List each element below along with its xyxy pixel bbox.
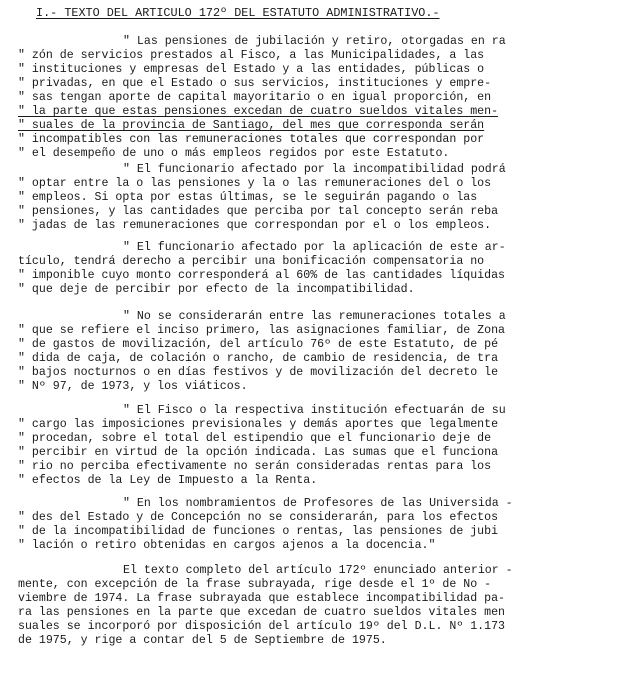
article-line: " cargo las imposiciones previsionales y demás aportes que legalmente (18, 418, 499, 431)
article-line: " empleos. Si opta por estas últimas, se le seguirán pagando o las (18, 191, 478, 204)
article-line: " Las pensiones de jubilación y retiro, otorgadas en ra (123, 35, 506, 48)
article-line: " El funcionario afectado por la aplicación de este ar- (123, 241, 506, 254)
article-line: " que se refiere el inciso primero, las asignaciones familiar, de Zona (18, 324, 506, 337)
closing-line: suales se incorporó por disposición del artículo 19º del D.L. Nº 1.173 (18, 620, 506, 633)
article-line: " rio no perciba efectivamente no serán consideradas rentas para los (18, 460, 492, 473)
article-line-underlined: " suales de la provincia de Santiago, del mes que corresponda serán (18, 119, 485, 132)
article-line: " pensiones, y las cantidades que perciba por tal concepto serán reba (18, 205, 499, 218)
article-line: " Nº 97, de 1973, y los viáticos. (18, 380, 248, 393)
article-line: " que deje de percibir por efecto de la incompatibilidad. (18, 283, 415, 296)
article-line: " No se considerarán entre las remuneraciones totales a (123, 310, 506, 323)
closing-line: ra las pensiones en la parte que excedan de cuatro sueldos vitales men (18, 606, 506, 619)
article-line: " sas tengan aporte de capital mayoritario o en igual proporción, en (18, 91, 492, 104)
article-line: " lación o retiro obtenidas en cargos ajenos a la docencia." (18, 539, 436, 552)
article-line: tículo, tendrá derecho a percibir una bonificación compensatoria no (18, 255, 485, 268)
article-line: " dida de caja, de colación o rancho, de cambio de residencia, de tra (18, 352, 499, 365)
section-title: I.- TEXTO DEL ARTICULO 172º DEL ESTATUTO ADMINISTRATIVO.- (36, 6, 440, 20)
closing-line: mente, con excepción de la frase subrayada, rige desde el 1º de No - (18, 578, 492, 591)
article-line: " percibir en virtud de la opción indicada. Las sumas que el funciona (18, 446, 499, 459)
article-line: " des del Estado y de Concepción no se considerarán, para los efectos (18, 511, 499, 524)
article-line: " jadas de las remuneraciones que correspondan por el o los empleos. (18, 219, 492, 232)
article-line: " de gastos de movilización, del artículo 76º de este Estatuto, de pé (18, 338, 499, 351)
article-line: " incompatibles con las remuneraciones totales que correspondan por (18, 133, 485, 146)
article-line: " efectos de la Ley de Impuesto a la Renta. (18, 474, 318, 487)
closing-line: viembre de 1974. La frase subrayada que establece incompatibilidad pa- (18, 592, 506, 605)
article-line: " zón de servicios prestados al Fisco, a las Municipalidades, a las (18, 49, 485, 62)
article-line: " de la incompatibilidad de funciones o rentas, las pensiones de jubi (18, 525, 499, 538)
article-line: " imponible cuyo monto corresponderá al 60% de las cantidades líquidas (18, 269, 506, 282)
article-line: " instituciones y empresas del Estado y a las entidades, públicas o (18, 63, 485, 76)
article-line: " procedan, sobre el total del estipendio que el funcionario deje de (18, 432, 492, 445)
closing-line: de 1975, y rige a contar del 5 de Septiembre de 1975. (18, 634, 387, 647)
article-line: " el desempeño de uno o más empleos regidos por este Estatuto. (18, 147, 450, 160)
closing-line: El texto completo del artículo 172º enunciado anterior - (123, 564, 513, 577)
article-line: " optar entre la o las pensiones y la o las remuneraciones del o los (18, 177, 492, 190)
article-line-underlined: " la parte que estas pensiones excedan de cuatro sueldos vitales men- (18, 105, 499, 118)
article-line: " En los nombramientos de Profesores de las Universida - (123, 497, 513, 510)
article-line: " El funcionario afectado por la incompatibilidad podrá (123, 163, 506, 176)
article-line: " bajos nocturnos o en días festivos y de movilización del decreto le (18, 366, 499, 379)
article-line: " privadas, en que el Estado o sus servicios, instituciones y empre- (18, 77, 492, 90)
article-line: " El Fisco o la respectiva institución efectuarán de su (123, 404, 506, 417)
